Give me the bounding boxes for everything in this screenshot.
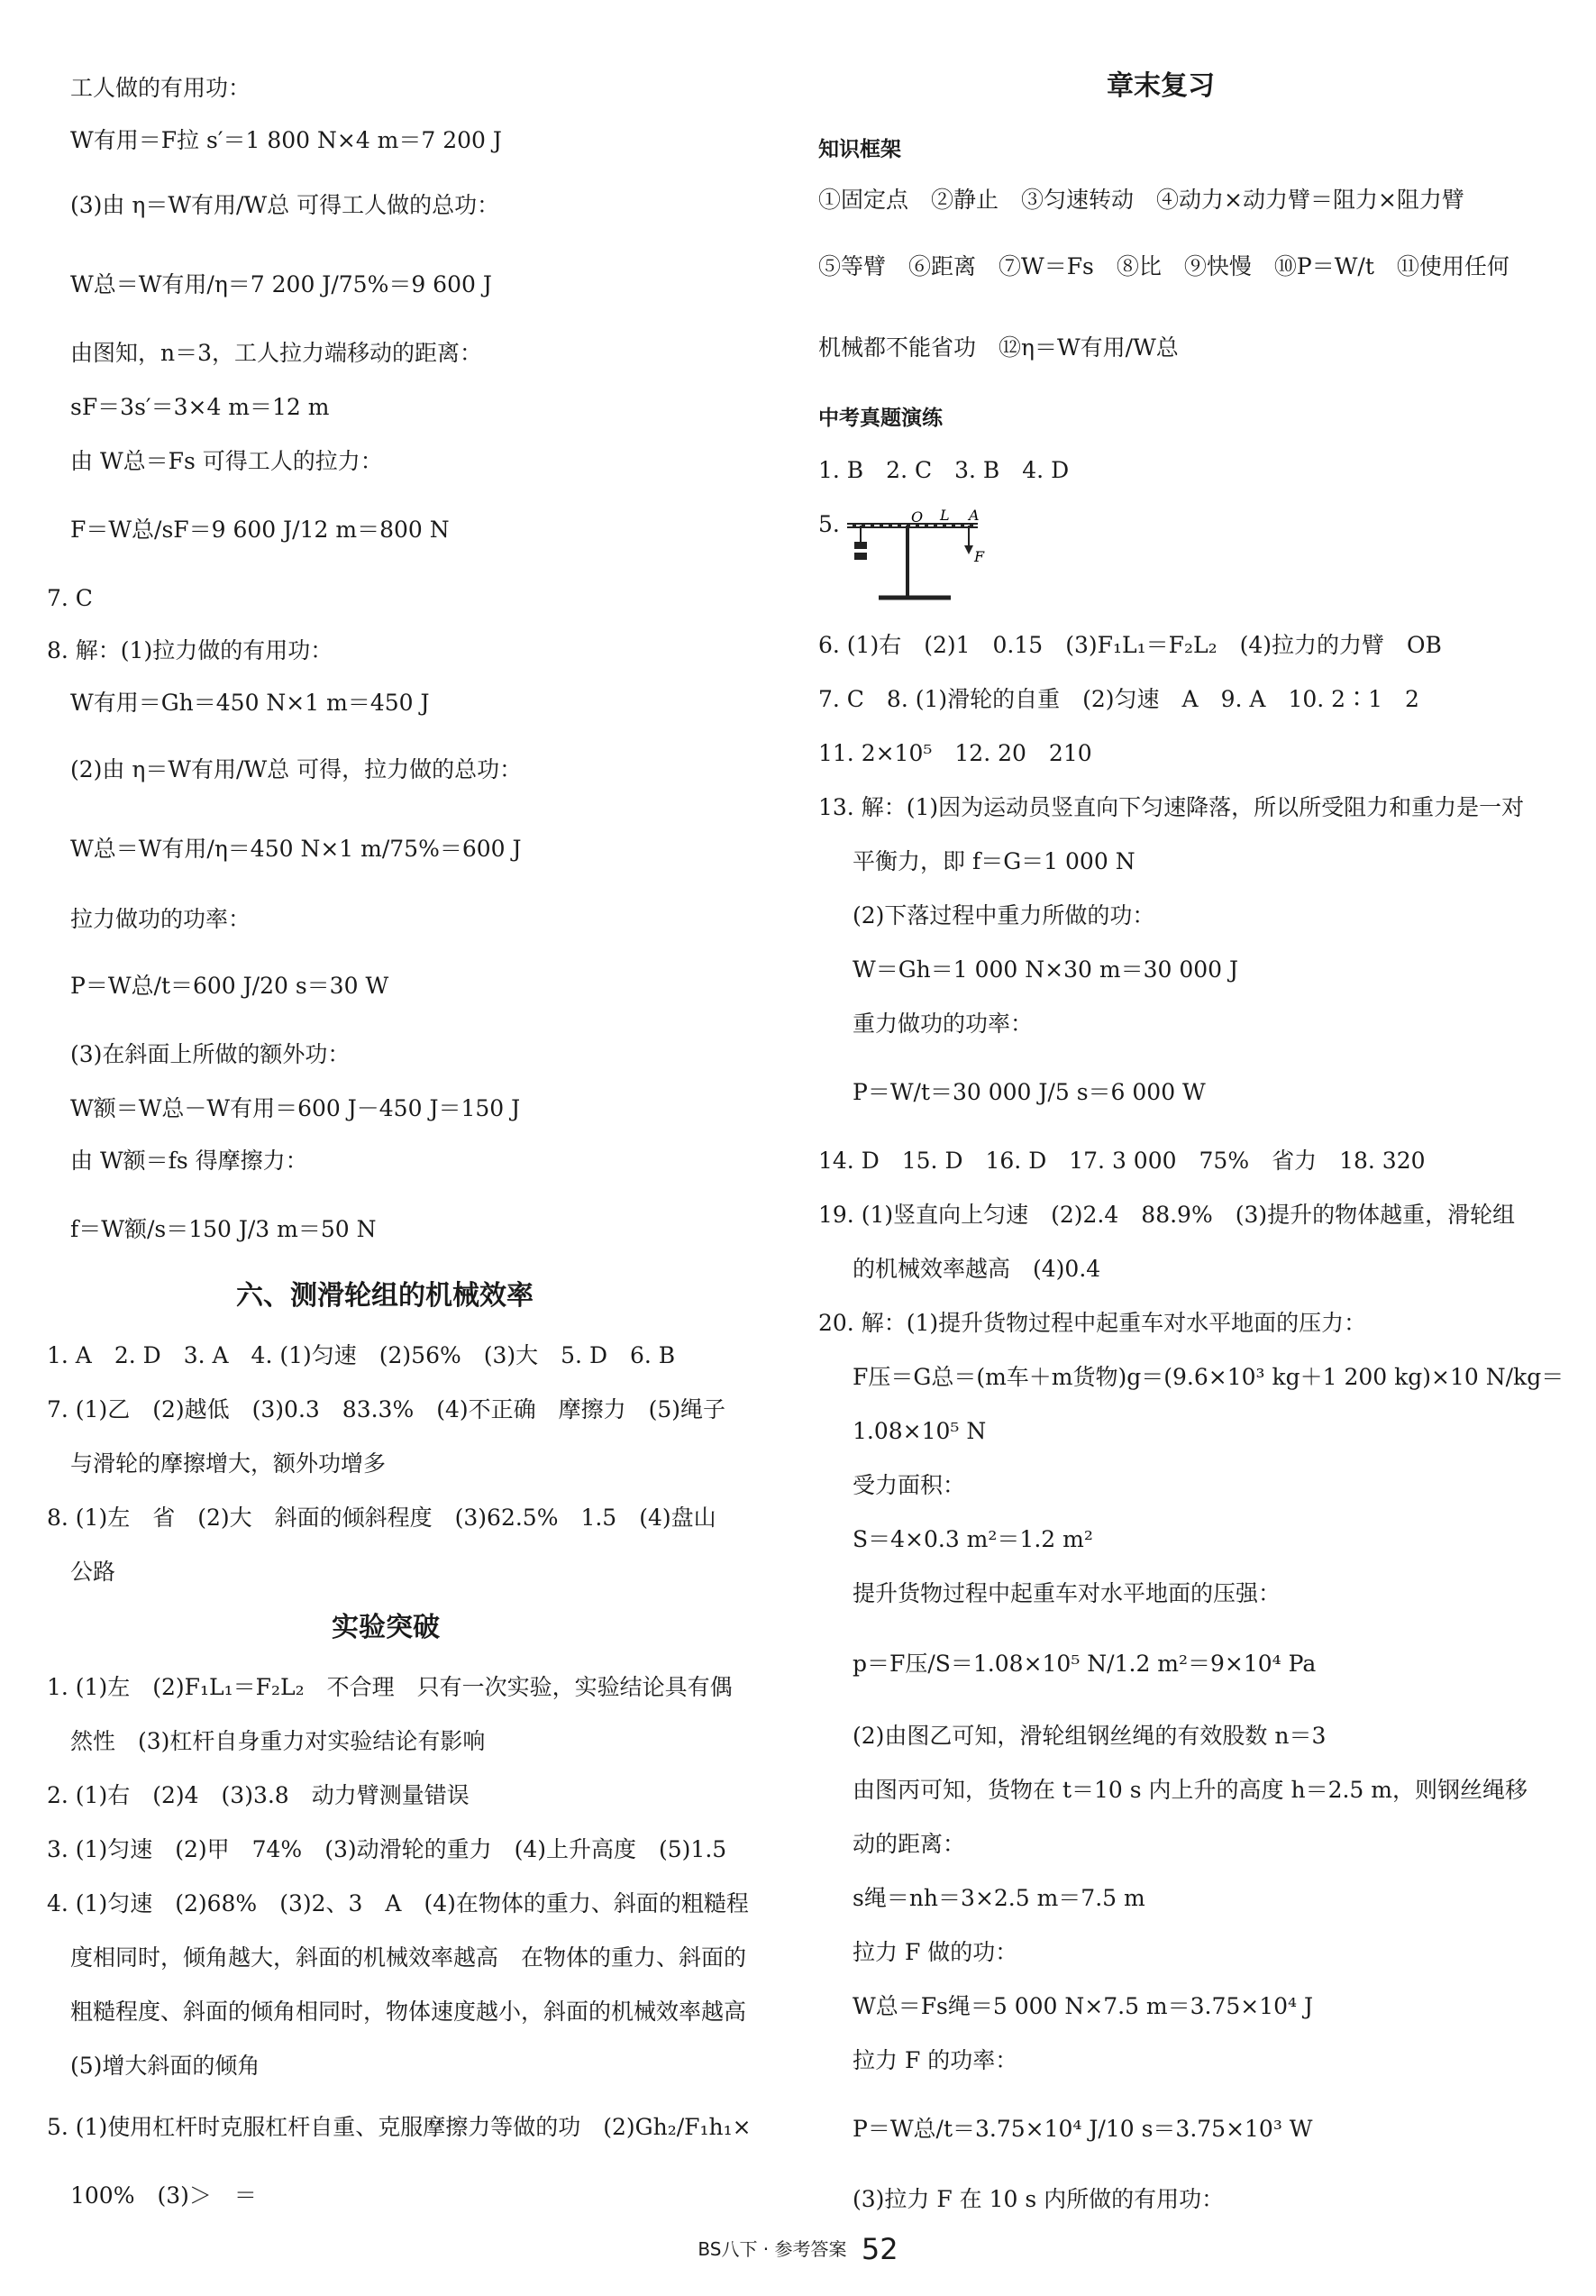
text-line: ⑤等臂 ⑥距离 ⑦W＝Fs ⑧比 ⑨快慢 ⑩P＝W/t ⑪使用任何 [818,253,1509,279]
text-line: W总＝W有用/η＝450 N×1 m/75%＝600 J [70,836,522,862]
subsection-heading: 中考真题演练 [818,407,943,430]
text-line: 动的距离： [853,1831,966,1857]
text-line: P＝W/t＝30 000 J/5 s＝6 000 W [853,1079,1206,1105]
text-line: 1.08×10⁵ N [853,1418,987,1444]
text-line: 拉力 F 做的功： [853,1939,1018,1965]
text-line: W有用＝F拉 s′＝1 800 N×4 m＝7 200 J [70,127,502,153]
text-line: (2)由 η＝W有用/W总 可得，拉力做的总功： [70,756,523,782]
text-line: 1. B 2. C 3. B 4. D [818,457,1070,483]
text-line: 14. D 15. D 16. D 17. 3 000 75% 省力 18. 320 [818,1148,1426,1174]
text-line: 20. 解：(1)提升货物过程中起重车对水平地面的压力： [818,1310,1367,1336]
text-line: 4. (1)匀速 (2)68% (3)2、3 A (4)在物体的重力、斜面的粗糙程 [47,1890,749,1916]
text-line: F压＝G总＝(m车＋m货物)g＝(9.6×10³ kg＋1 200 kg)×10 N/kg＝ [853,1364,1564,1390]
text-line: 拉力做功的功率： [70,906,251,932]
text-line: 由图丙可知，货物在 t＝10 s 内上升的高度 h＝2.5 m，则钢丝绳移 [853,1777,1528,1803]
text-line: 机械都不能省功 ⑫η＝W有用/W总 [818,334,1179,361]
lever-diagram [843,509,996,607]
text-line: S＝4×0.3 m²＝1.2 m² [853,1526,1093,1552]
text-line: ①固定点 ②静止 ③匀速转动 ④动力×动力臂＝阻力×阻力臂 [818,187,1464,213]
text-line: 重力做功的功率： [853,1011,1034,1037]
text-line: W有用＝Gh＝450 N×1 m＝450 J [70,690,430,716]
text-line: P＝W总/t＝600 J/20 s＝30 W [70,973,389,999]
text-line: 度相同时，倾角越大，斜面的机械效率越高 在物体的重力、斜面的 [70,1944,747,1971]
text-line: W总＝Fs绳＝5 000 N×7.5 m＝3.75×10⁴ J [853,1993,1314,2019]
text-line: (2)由图乙可知，滑轮组钢丝绳的有效股数 n＝3 [853,1723,1327,1749]
label-a: A [969,509,980,524]
text-line: 8. 解：(1)拉力做的有用功： [47,637,333,663]
text-line: 2. (1)右 (2)4 (3)3.8 动力臂测量错误 [47,1782,470,1808]
text-line: 由 W总＝Fs 可得工人的拉力： [70,448,383,474]
text-line: 5. [818,511,840,537]
text-line: 100% (3)＞ ＝ [70,2182,257,2209]
page-footer [0,2232,1596,2266]
text-line: 提升货物过程中起重车对水平地面的压强： [853,1580,1281,1606]
label-l: L [940,509,950,524]
text-line: 平衡力，即 f＝G＝1 000 N [853,848,1135,874]
text-line: 6. (1)右 (2)1 0.15 (3)F₁L₁＝F₂L₂ (4)拉力的力臂 OB [818,632,1442,658]
text-line: W＝Gh＝1 000 N×30 m＝30 000 J [853,956,1239,983]
footer-text: BS八下 · 参考答案 [698,2238,847,2260]
subsection-heading: 知识框架 [818,138,901,161]
text-line: 拉力 F 的功率： [853,2047,1018,2073]
text-line: 然性 (3)杠杆自身重力对实验结论有影响 [70,1728,486,1754]
text-line: F＝W总/sF＝9 600 J/12 m＝800 N [70,517,450,543]
text-line: (3)在斜面上所做的额外功： [70,1041,351,1067]
text-line: W额＝W总－W有用＝600 J－450 J＝150 J [70,1095,521,1121]
text-line: 1. (1)左 (2)F₁L₁＝F₂L₂ 不合理 只有一次实验，实验结论具有偶 [47,1674,733,1700]
section-heading: 六、测滑轮组的机械效率 [236,1280,534,1312]
text-line: (3)由 η＝W有用/W总 可得工人做的总功： [70,192,500,218]
text-line: (5)增大斜面的倾角 [70,2053,260,2079]
text-line: W总＝W有用/η＝7 200 J/75%＝9 600 J [70,271,492,297]
text-line: 3. (1)匀速 (2)甲 74% (3)动滑轮的重力 (4)上升高度 (5)1.5 [47,1836,727,1862]
text-line: f＝W额/s＝150 J/3 m＝50 N [70,1216,377,1242]
text-line: sF＝3s′＝3×4 m＝12 m [70,394,330,420]
section-heading: 实验突破 [332,1612,440,1643]
text-line: 7. C 8. (1)滑轮的自重 (2)匀速 A 9. A 10. 2∶1 2 [818,686,1419,712]
text-line: 由 W额＝fs 得摩擦力： [70,1148,308,1174]
text-line: 13. 解：(1)因为运动员竖直向下匀速降落，所以所受阻力和重力是一对 [818,794,1525,820]
text-line: 8. (1)左 省 (2)大 斜面的倾斜程度 (3)62.5% 1.5 (4)盘山 [47,1505,716,1531]
text-line: 1. A 2. D 3. A 4. (1)匀速 (2)56% (3)大 5. D 6. B [47,1342,676,1368]
text-line: 19. (1)竖直向上匀速 (2)2.4 88.9% (3)提升的物体越重，滑轮组 [818,1202,1516,1228]
text-line: 由图知，n＝3，工人拉力端移动的距离： [70,340,483,366]
text-line: p＝F压/S＝1.08×10⁵ N/1.2 m²＝9×10⁴ Pa [853,1651,1317,1677]
section-heading: 章末复习 [1107,70,1215,102]
text-line: 粗糙程度、斜面的倾角相同时，物体速度越小，斜面的机械效率越高 [70,1999,747,2025]
text-line: 的机械效率越高 (4)0.4 [853,1256,1101,1282]
label-f: F [974,548,985,565]
text-line: 受力面积： [853,1472,966,1498]
text-line: 5. (1)使用杠杆时克服杠杆自重、克服摩擦力等做的功 (2)Gh₂/F₁h₁× [47,2114,752,2140]
text-line: 7. C [47,585,93,611]
text-line: s绳＝nh＝3×2.5 m＝7.5 m [853,1885,1145,1911]
text-line: 公路 [70,1559,116,1585]
page-number: 52 [861,2232,898,2266]
text-line: 工人做的有用功： [70,75,251,101]
text-line: (2)下落过程中重力所做的功： [853,902,1155,928]
text-line: (3)拉力 F 在 10 s 内所做的有用功： [853,2186,1225,2212]
text-line: 与滑轮的摩擦增大，额外功增多 [70,1450,387,1477]
text-line: 7. (1)乙 (2)越低 (3)0.3 83.3% (4)不正确 摩擦力 (5)绳子 [47,1396,726,1422]
text-line: P＝W总/t＝3.75×10⁴ J/10 s＝3.75×10³ W [853,2116,1313,2142]
label-o: O [911,509,924,526]
text-line: 11. 2×10⁵ 12. 20 210 [818,740,1092,766]
